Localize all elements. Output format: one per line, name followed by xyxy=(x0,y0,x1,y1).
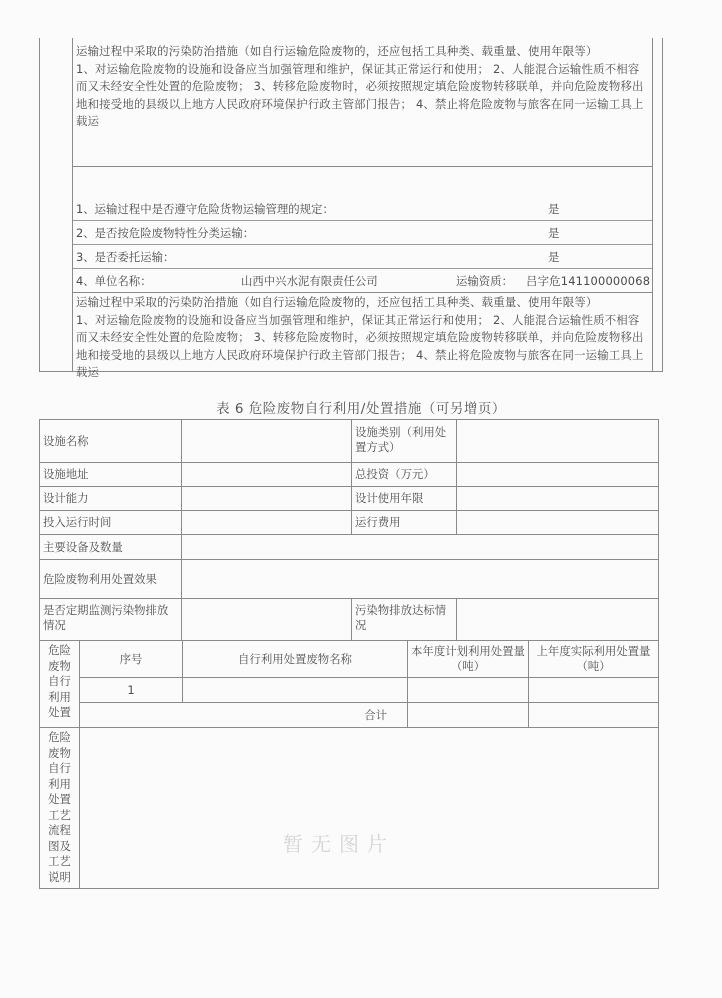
no-image-stamp: 暂无图片 xyxy=(283,832,395,856)
self-disposal-side-label xyxy=(39,640,80,728)
commission-date-label: 投入运行时间 xyxy=(39,510,182,535)
waste-name-header: 自行利用处置废物名称 xyxy=(182,640,408,678)
facility-type-value xyxy=(456,419,659,463)
main-equipment-value xyxy=(181,534,659,560)
operating-cost-value xyxy=(456,510,659,535)
total-actual xyxy=(528,702,659,728)
block2-heading: 运输过程中采取的污染防治措施（如自行运输危险废物的，还应包括工具种类、载重量、使用年限等） xyxy=(76,295,598,309)
self-disposal-side-text: 危险废物自行利用处置 xyxy=(48,643,71,719)
question-2: 2、是否按危险废物特性分类运输： xyxy=(76,226,255,240)
answer-1: 是 xyxy=(548,202,560,216)
table6-grid xyxy=(39,419,659,889)
design-life-value xyxy=(456,486,659,511)
qualification-value: 吕字危141100000068 xyxy=(526,274,651,288)
row1-name xyxy=(182,677,408,703)
seq-header: 序号 xyxy=(79,640,183,678)
monitoring-label: 是否定期监测污染物排放情况 xyxy=(39,598,182,641)
question-3: 3、是否委托运输： xyxy=(76,250,175,264)
transport-measures-block-1 xyxy=(73,38,652,167)
answer-2: 是 xyxy=(548,226,560,240)
design-capacity-label: 设计能力 xyxy=(39,486,182,511)
transport-section xyxy=(72,38,653,379)
row1-plan xyxy=(407,677,529,703)
compliance-label: 污染物排放达标情况 xyxy=(351,598,457,641)
row1-seq: 1 xyxy=(79,677,183,703)
process-side-text: 危险废物自行利用处置工艺流程图及工艺说明 xyxy=(48,730,71,884)
block1-heading: 运输过程中采取的污染防治措施（如自行运输危险废物的，还应包括工具种类、载重量、使用年限等） xyxy=(76,44,598,58)
compliance-value xyxy=(456,598,659,641)
row1-actual xyxy=(528,677,659,703)
answer-3: 是 xyxy=(548,250,560,264)
question-1: 1、运输过程中是否遵守危险货物运输管理的规定： xyxy=(76,202,334,216)
total-plan xyxy=(407,702,529,728)
total-label: 合计 xyxy=(79,702,408,728)
table6-title: 表 6 危险废物自行利用/处置措施（可另增页） xyxy=(216,401,506,417)
main-equipment-label: 主要设备及数量 xyxy=(39,534,182,560)
design-capacity-value xyxy=(181,486,352,511)
total-investment-value xyxy=(456,462,659,487)
question-row-2 xyxy=(73,221,652,245)
design-life-label: 设计使用年限 xyxy=(351,486,457,511)
unit-name: 山西中兴水泥有限责任公司 xyxy=(241,274,378,288)
qualification-label: 运输资质： xyxy=(456,274,513,288)
monitoring-value xyxy=(181,598,352,641)
transport-measures-block-2 xyxy=(73,260,652,379)
effect-label: 危险废物利用处置效果 xyxy=(39,559,182,599)
block1-body: 1、对运输危险废物的设施和设备应当加强管理和维护，保证其正常运行和使用； 2、人能混合运输性质不相容而又未经安全性处置的危险废物； 3、转移危险废物时，必须按照规定填危险废物转移联单，并向危险废物移出地和接受地的县级以上地方人民政府环境保护行政主管部门报告； 4、禁止将危险废物与旅客在同一运输工具上载运 xyxy=(76,61,644,128)
facility-address-label: 设施地址 xyxy=(39,462,182,487)
facility-address-value xyxy=(181,462,352,487)
question-row-1 xyxy=(73,197,652,221)
facility-type-label: 设施类别（利用处置方式） xyxy=(351,419,457,463)
total-investment-label: 总投资（万元） xyxy=(351,462,457,487)
process-flow-area xyxy=(79,727,659,889)
process-side-label xyxy=(39,727,80,889)
actual-amount-header: 上年度实际利用处置量（吨） xyxy=(528,640,659,678)
unit-label: 4、单位名称： xyxy=(76,274,152,288)
plan-amount-header: 本年度计划利用处置量（吨） xyxy=(407,640,529,678)
block2-body: 1、对运输危险废物的设施和设备应当加强管理和维护，保证其正常运行和使用； 2、人能混合运输性质不相容而又未经安全性处置的危险废物； 3、转移危险废物时，必须按照规定填危险废物转移联单，并向危险废物移出地和接受地的县级以上地方人民政府环境保护行政主管部门报告； 4、禁止将危险废物与旅客在同一运输工具上载运 xyxy=(76,312,644,379)
effect-value xyxy=(181,559,659,599)
commission-date-value xyxy=(181,510,352,535)
operating-cost-label: 运行费用 xyxy=(351,510,457,535)
facility-name-value xyxy=(181,419,352,463)
facility-name-label: 设施名称 xyxy=(39,419,182,463)
